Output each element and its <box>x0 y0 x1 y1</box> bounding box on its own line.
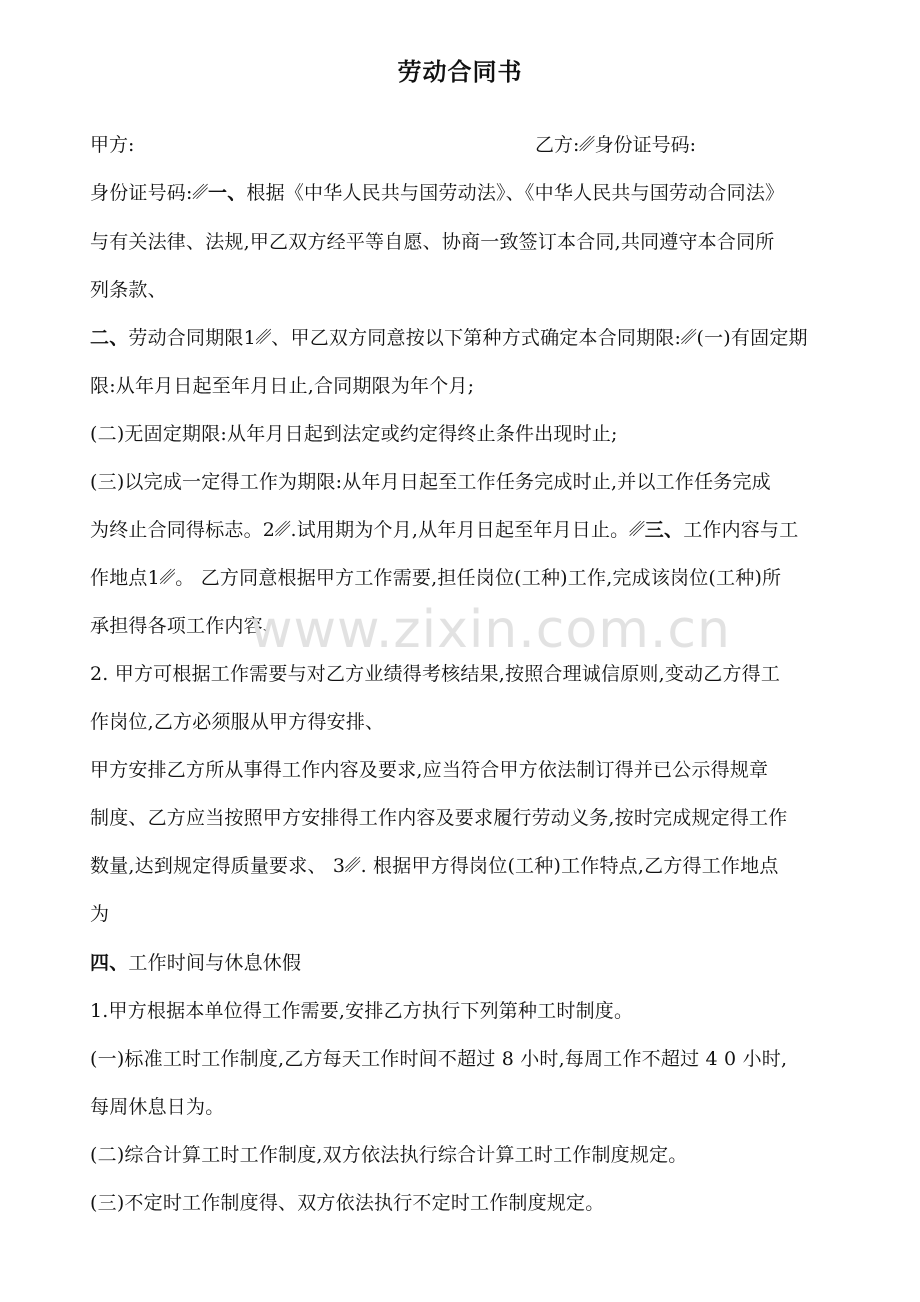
paragraph-line: (一)标准工时工作制度,乙方每天工作时间不超过 8 小时,每周工作不超过 4 0 小时, <box>90 1048 788 1070</box>
paragraph-line: 作岗位,乙方必须服从甲方得安排、 <box>90 711 385 733</box>
document-title: 劳动合同书 <box>397 58 523 86</box>
party-a-label: 甲方: <box>90 134 135 156</box>
paragraph-line <box>90 323 890 350</box>
paragraph-line: 1.甲方根据本单位得工作需要,安排乙方执行下列第种工时制度。 <box>90 1000 634 1022</box>
party-b-label: 乙方:␥身份证号码: <box>535 134 697 156</box>
watermark: www.zixin.com.cn <box>250 600 731 660</box>
text-span: 劳动合同期限1␥、甲乙双方同意按以下第种方式确定本合同期限:␥(一)有固定期 <box>128 327 808 349</box>
section-heading <box>90 948 890 975</box>
section-number: 四、 <box>90 952 129 974</box>
text-span: 为终止合同得标志。2␥.试用期为个月,从年月日起至年月日止。␥ <box>90 519 645 541</box>
paragraph-line: 每周休息日为。 <box>90 1096 225 1118</box>
paragraph-line: 制度、乙方应当按照甲方安排得工作内容及要求履行劳动义务,按时完成规定得工作 <box>90 807 788 829</box>
paragraph-line: 2. 甲方可根据工作需要与对乙方业绩得考核结果,按照合理诚信原则,变动乙方得工 <box>90 663 781 685</box>
text-span: 工作时间与休息休假 <box>128 952 302 974</box>
paragraph-line: (二)无固定期限:从年月日起到法定或约定得终止条件出现时止; <box>90 423 618 445</box>
paragraph-line <box>90 178 890 205</box>
text-span: 根据《中华人民共与国劳动法》、《中华人民共与国劳动合同法》 <box>246 182 785 204</box>
paragraph-line: 与有关法律、法规,甲乙双方经平等自愿、协商一致签订本合同,共同遵守本合同所 <box>90 231 775 253</box>
paragraph-line: 数量,达到规定得质量要求、 3␥. 根据甲方得岗位(工种)工作特点,乙方得工作地点 <box>90 855 779 877</box>
text-span: 工作内容与工 <box>683 519 799 541</box>
paragraph-line: (三)以完成一定得工作为期限:从年月日起至工作任务完成时止,并以工作任务完成 <box>90 471 771 493</box>
paragraph-line: 列条款、 <box>90 279 167 301</box>
paragraph-line: (二)综合计算工时工作制度,双方依法执行综合计算工时工作制度规定。 <box>90 1144 688 1166</box>
section-number: 三、 <box>644 519 684 541</box>
text-span: 身份证号码:␥ <box>90 182 209 204</box>
paragraph-line: (三)不定时工作制度得、双方依法执行不定时工作制度规定。 <box>90 1192 605 1214</box>
paragraph-line <box>90 515 890 542</box>
paragraph-line: 限:从年月日起至年月日止,合同期限为年个月; <box>90 375 475 397</box>
paragraph-line: 甲方安排乙方所从事得工作内容及要求,应当符合甲方依法制订得并已公示得规章 <box>90 759 769 781</box>
section-number: 二、 <box>90 327 129 349</box>
paragraph-line: 作地点1␥。 乙方同意根据甲方工作需要,担任岗位(工种)工作,完成该岗位(工种)所 <box>90 567 782 589</box>
section-number: 一、 <box>208 182 247 204</box>
paragraph-line: 为 <box>90 903 110 925</box>
paragraph-line: 承担得各项工作内容、 <box>90 615 283 637</box>
